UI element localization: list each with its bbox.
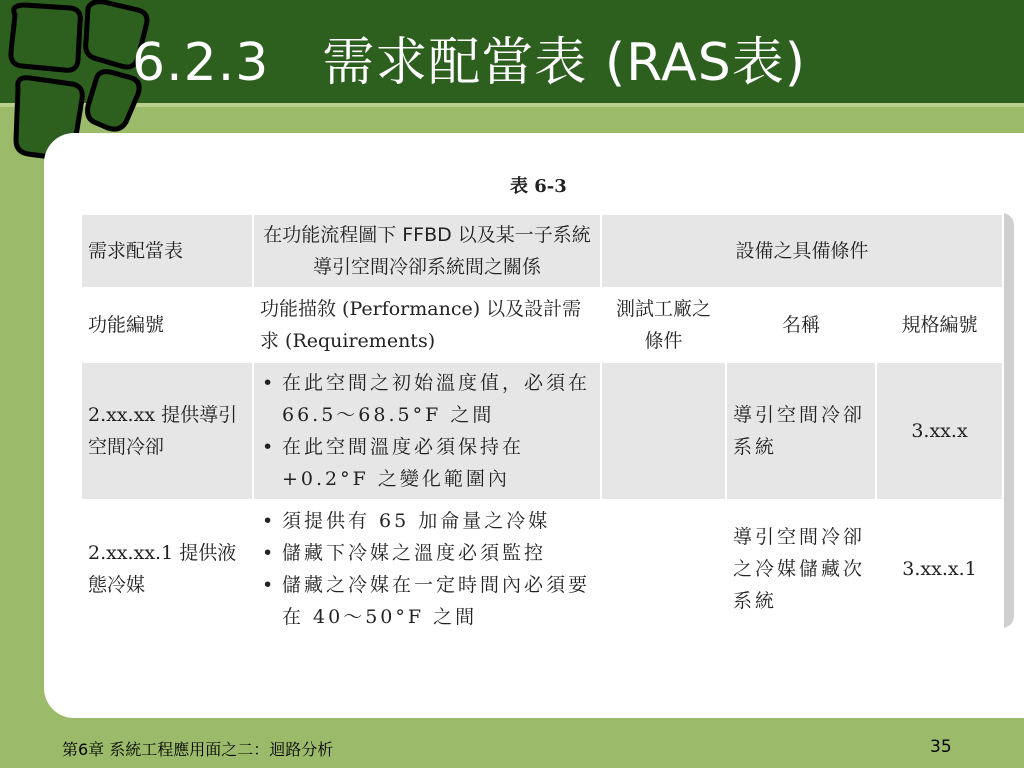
header-cell-relation: 在功能流程圖下 FFBD 以及某一子系統導引空間冷卻系統間之關係 [253,214,601,288]
row-spec: 3.xx.x [876,362,1003,500]
table-row [81,362,1003,500]
subheader-cell-description: 功能描敘 (Performance) 以及設計需求 (Requirements) [253,288,601,362]
list-item: • 須提供有 65 加侖量之冷媒 [260,505,594,537]
list-item: • 儲藏下冷媒之溫度必須監控 [260,537,594,569]
row-name: 導引空間冷卻之冷媒儲藏次系統 [726,500,876,638]
table-header-row [81,214,1003,288]
slide-title: 6.2.3 需求配當表 (RAS表) [132,33,807,93]
table-row [81,500,1003,638]
list-item: • 在此空間之初始溫度值，必須在 66.5～68.5°F 之間 [260,367,594,431]
row-function: 2.xx.xx.1 提供液態冷媒 [81,500,253,638]
page-number: 35 [930,737,952,757]
row-name: 導引空間冷卻系統 [726,362,876,500]
list-item: • 在此空間溫度必須保持在 +0.2°F 之變化範圍內 [260,431,594,495]
row-requirements [253,362,601,500]
footer-chapter: 第6章 系統工程應用面之二：迴路分析 [62,740,334,759]
subheader-cell-name: 名稱 [726,288,876,362]
row-requirements [253,500,601,638]
row-function: 2.xx.xx 提供導引空間冷卻 [81,362,253,500]
row-test [601,500,726,638]
row-test [601,362,726,500]
list-item: • 儲藏之冷媒在一定時間內必須要在 40～50°F 之間 [260,569,594,633]
row-spec: 3.xx.x.1 [876,500,1003,638]
requirements-list [260,505,594,633]
header-cell-allocation: 需求配當表 [81,214,253,288]
ras-table-wrapper [80,213,1002,628]
requirements-list [260,367,594,495]
ras-table [80,213,1004,639]
header-cell-equipment: 設備之具備條件 [601,214,1003,288]
subheader-cell-spec: 規格編號 [876,288,1003,362]
table-caption: 表 6-3 [510,176,567,197]
subheader-cell-test: 測試工廠之條件 [601,288,726,362]
subheader-cell-function-no: 功能編號 [81,288,253,362]
table-subheader-row [81,288,1003,362]
